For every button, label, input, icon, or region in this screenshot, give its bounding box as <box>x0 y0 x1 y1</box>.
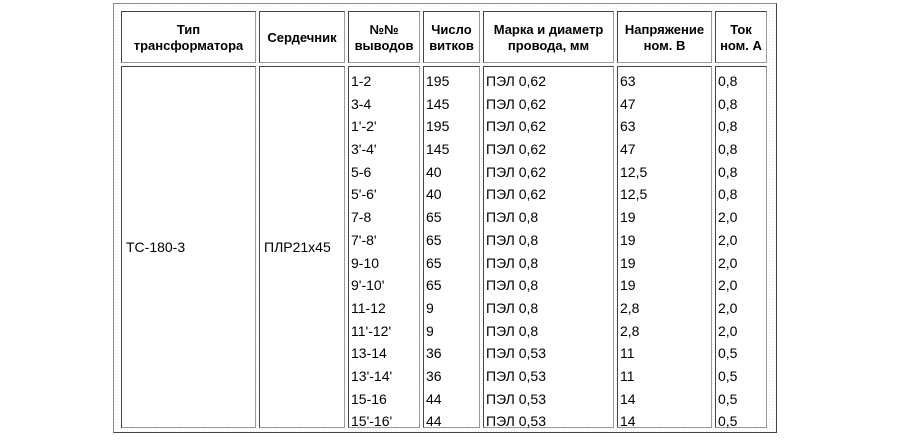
header-wire <box>483 11 614 63</box>
header-terminals-label: №№ выводов <box>354 22 414 53</box>
list-item: 65 <box>426 254 442 271</box>
list-item: 44 <box>426 413 442 430</box>
list-item: 9-10 <box>351 254 380 271</box>
list-item: 1'-2' <box>351 118 377 135</box>
current-cell <box>715 66 767 428</box>
turns-cell <box>423 66 480 428</box>
list-item: 0,5 <box>718 390 738 407</box>
list-item: 2,0 <box>718 277 738 294</box>
list-item: 9'-10' <box>351 277 385 294</box>
list-item: ПЭЛ 0,8 <box>486 254 539 271</box>
header-terminals <box>348 11 420 63</box>
list-item: 63 <box>620 118 636 135</box>
list-item: 47 <box>620 95 636 112</box>
list-item: 65 <box>426 231 442 248</box>
core-cell <box>259 66 345 428</box>
list-item: 11 <box>620 367 635 384</box>
list-item: ПЭЛ 0,8 <box>486 209 539 226</box>
list-item: 1-2 <box>351 73 372 89</box>
header-turns-label: Число витков <box>429 22 474 53</box>
list-item: 3'-4' <box>351 141 377 158</box>
list-item: 15-16 <box>351 390 387 407</box>
list-item: ПЭЛ 0,53 <box>486 367 546 384</box>
list-item: ПЭЛ 0,62 <box>486 186 546 203</box>
list-item: 2,0 <box>718 322 738 339</box>
list-item: 0,5 <box>718 413 738 430</box>
list-item: 0,8 <box>718 186 738 203</box>
list-item: 2,0 <box>718 231 738 248</box>
list-item: 2,8 <box>620 322 640 339</box>
header-transformer-type <box>121 11 256 63</box>
list-item: 0,8 <box>718 163 738 180</box>
list-item: 11-12 <box>351 299 386 316</box>
list-item: 2,0 <box>718 299 738 316</box>
list-item: 65 <box>426 277 442 294</box>
list-item: ПЭЛ 0,53 <box>486 413 546 430</box>
list-item: ПЭЛ 0,62 <box>486 118 546 135</box>
list-item: 65 <box>426 209 442 226</box>
list-item: ПЭЛ 0,62 <box>486 141 546 158</box>
header-voltage <box>617 11 712 63</box>
list-item: 44 <box>426 390 442 407</box>
list-item: ПЭЛ 0,8 <box>486 277 539 294</box>
list-item: 0,8 <box>718 118 738 135</box>
header-turns <box>423 11 480 63</box>
header-core-label: Сердечник <box>267 30 337 45</box>
list-item: 2,8 <box>620 299 640 316</box>
list-item: 0,8 <box>718 141 738 158</box>
list-item: 14 <box>620 390 636 407</box>
list-item: ПЭЛ 0,62 <box>486 163 546 180</box>
list-item: ПЭЛ 0,8 <box>486 322 539 339</box>
header-voltage-label: Напряжение ном. В <box>624 22 705 53</box>
transformer-type-value: ТС-180-3 <box>126 239 186 255</box>
list-item: 0,5 <box>718 345 738 362</box>
list-item: 36 <box>426 367 442 384</box>
table-background <box>114 4 776 432</box>
header-current-label: Ток ном. А <box>720 22 762 53</box>
list-item: 145 <box>426 141 450 158</box>
list-item: 14 <box>620 413 636 430</box>
list-item: 11 <box>620 345 635 362</box>
transformer-type-cell <box>121 66 256 428</box>
list-item: 13'-14' <box>351 367 393 384</box>
list-item: 0,5 <box>718 367 738 384</box>
list-item: 0,8 <box>718 73 738 89</box>
list-item: 11'-12' <box>351 322 392 339</box>
list-item: 2,0 <box>718 254 738 271</box>
list-item: 195 <box>426 73 450 89</box>
header-wire-label: Марка и диаметр провода, мм <box>493 22 604 53</box>
list-item: 19 <box>620 254 636 271</box>
terminals-cell <box>348 66 420 428</box>
list-item: 195 <box>426 118 450 135</box>
wire-cell <box>483 66 614 428</box>
list-item: ПЭЛ 0,62 <box>486 95 546 112</box>
list-item: 40 <box>426 186 442 203</box>
list-item: 145 <box>426 95 450 112</box>
core-value: ПЛР21х45 <box>264 239 331 255</box>
list-item: ПЭЛ 0,8 <box>486 231 539 248</box>
list-item: 19 <box>620 231 636 248</box>
list-item: 12,5 <box>620 186 648 203</box>
list-item: ПЭЛ 0,8 <box>486 299 539 316</box>
list-item: 5-6 <box>351 163 372 180</box>
list-item: 15'-16' <box>351 413 393 430</box>
list-item: 63 <box>620 73 636 89</box>
header-current <box>715 11 767 63</box>
list-item: 9 <box>426 299 434 316</box>
list-item: 12,5 <box>620 163 648 180</box>
list-item: 36 <box>426 345 442 362</box>
list-item: 7-8 <box>351 209 372 226</box>
list-item: 0,8 <box>718 95 738 112</box>
list-item: 47 <box>620 141 636 158</box>
list-item: 19 <box>620 277 636 294</box>
transformer-table <box>113 3 777 433</box>
list-item: 2,0 <box>718 209 738 226</box>
list-item: ПЭЛ 0,62 <box>486 73 546 89</box>
list-item: ПЭЛ 0,53 <box>486 390 546 407</box>
list-item: 5'-6' <box>351 186 377 203</box>
list-item: 9 <box>426 322 434 339</box>
header-core <box>259 11 345 63</box>
list-item: ПЭЛ 0,53 <box>486 345 546 362</box>
list-item: 13-14 <box>351 345 387 362</box>
voltage-cell <box>617 66 712 428</box>
list-item: 3-4 <box>351 95 372 112</box>
header-transformer-type-label: Тип трансформатора <box>133 22 244 53</box>
list-item: 19 <box>620 209 636 226</box>
list-item: 7'-8' <box>351 231 377 248</box>
list-item: 40 <box>426 163 442 180</box>
